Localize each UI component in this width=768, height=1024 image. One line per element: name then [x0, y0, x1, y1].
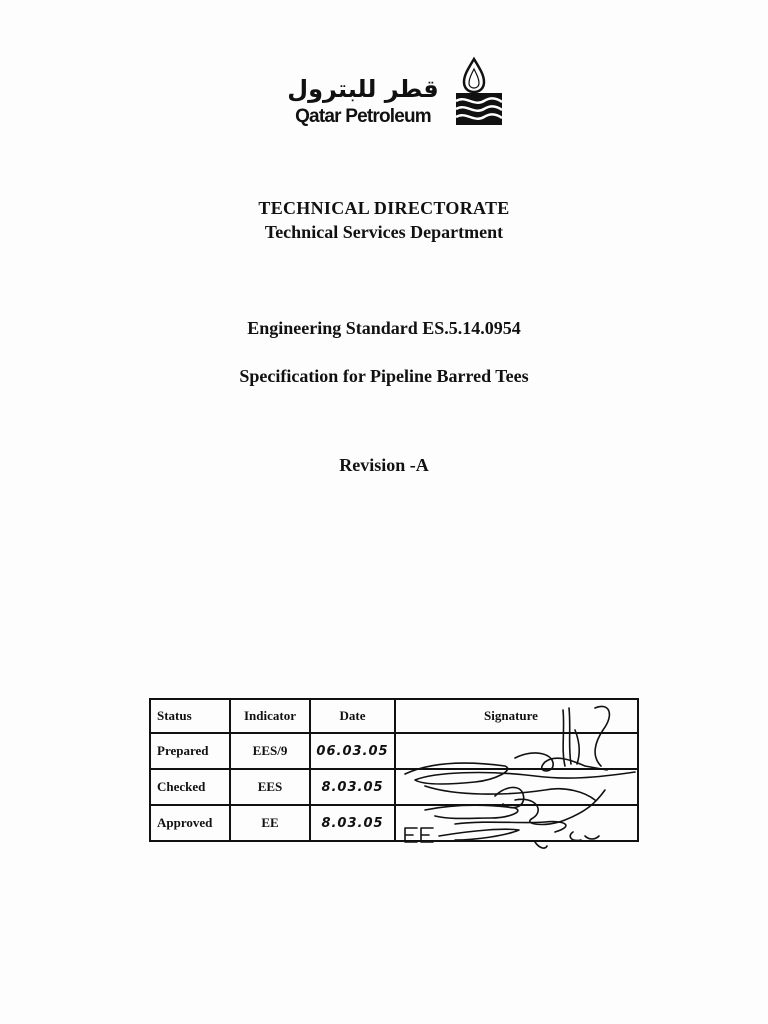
row-indicator: EES	[230, 769, 310, 805]
table-row	[150, 733, 638, 769]
row-signature-cell	[395, 733, 638, 769]
logo-english-text: Qatar Petroleum	[295, 106, 431, 127]
row-signature-cell	[395, 769, 638, 805]
row-status: Approved	[150, 805, 230, 841]
status-header: Status	[150, 699, 230, 733]
department-title: Technical Services Department	[264, 222, 504, 242]
row-status: Checked	[150, 769, 230, 805]
row-status: Prepared	[150, 733, 230, 769]
row-indicator: EE	[230, 805, 310, 841]
directorate-title: TECHNICAL DIRECTORATE	[258, 198, 510, 218]
table-row	[150, 769, 638, 805]
date-header: Date	[310, 699, 395, 733]
approval-table	[149, 698, 639, 842]
company-logo	[278, 55, 510, 130]
row-date-handwritten: 06.03.05	[310, 733, 395, 769]
company-emblem-icon	[452, 55, 508, 130]
row-date-handwritten: 8.03.05	[310, 769, 395, 805]
approval-table-header-row	[150, 699, 638, 733]
logo-arabic-text: قطر للبترول	[287, 75, 439, 103]
row-indicator: EES/9	[230, 733, 310, 769]
row-signature-cell	[395, 805, 638, 841]
signature-header: Signature	[395, 699, 638, 733]
standard-title: Engineering Standard ES.5.14.0954	[247, 318, 521, 338]
table-row	[150, 805, 638, 841]
revision-label: Revision -A	[339, 455, 429, 475]
indicator-header: Indicator	[230, 699, 310, 733]
row-date-handwritten: 8.03.05	[310, 805, 395, 841]
specification-title: Specification for Pipeline Barred Tees	[239, 366, 529, 386]
